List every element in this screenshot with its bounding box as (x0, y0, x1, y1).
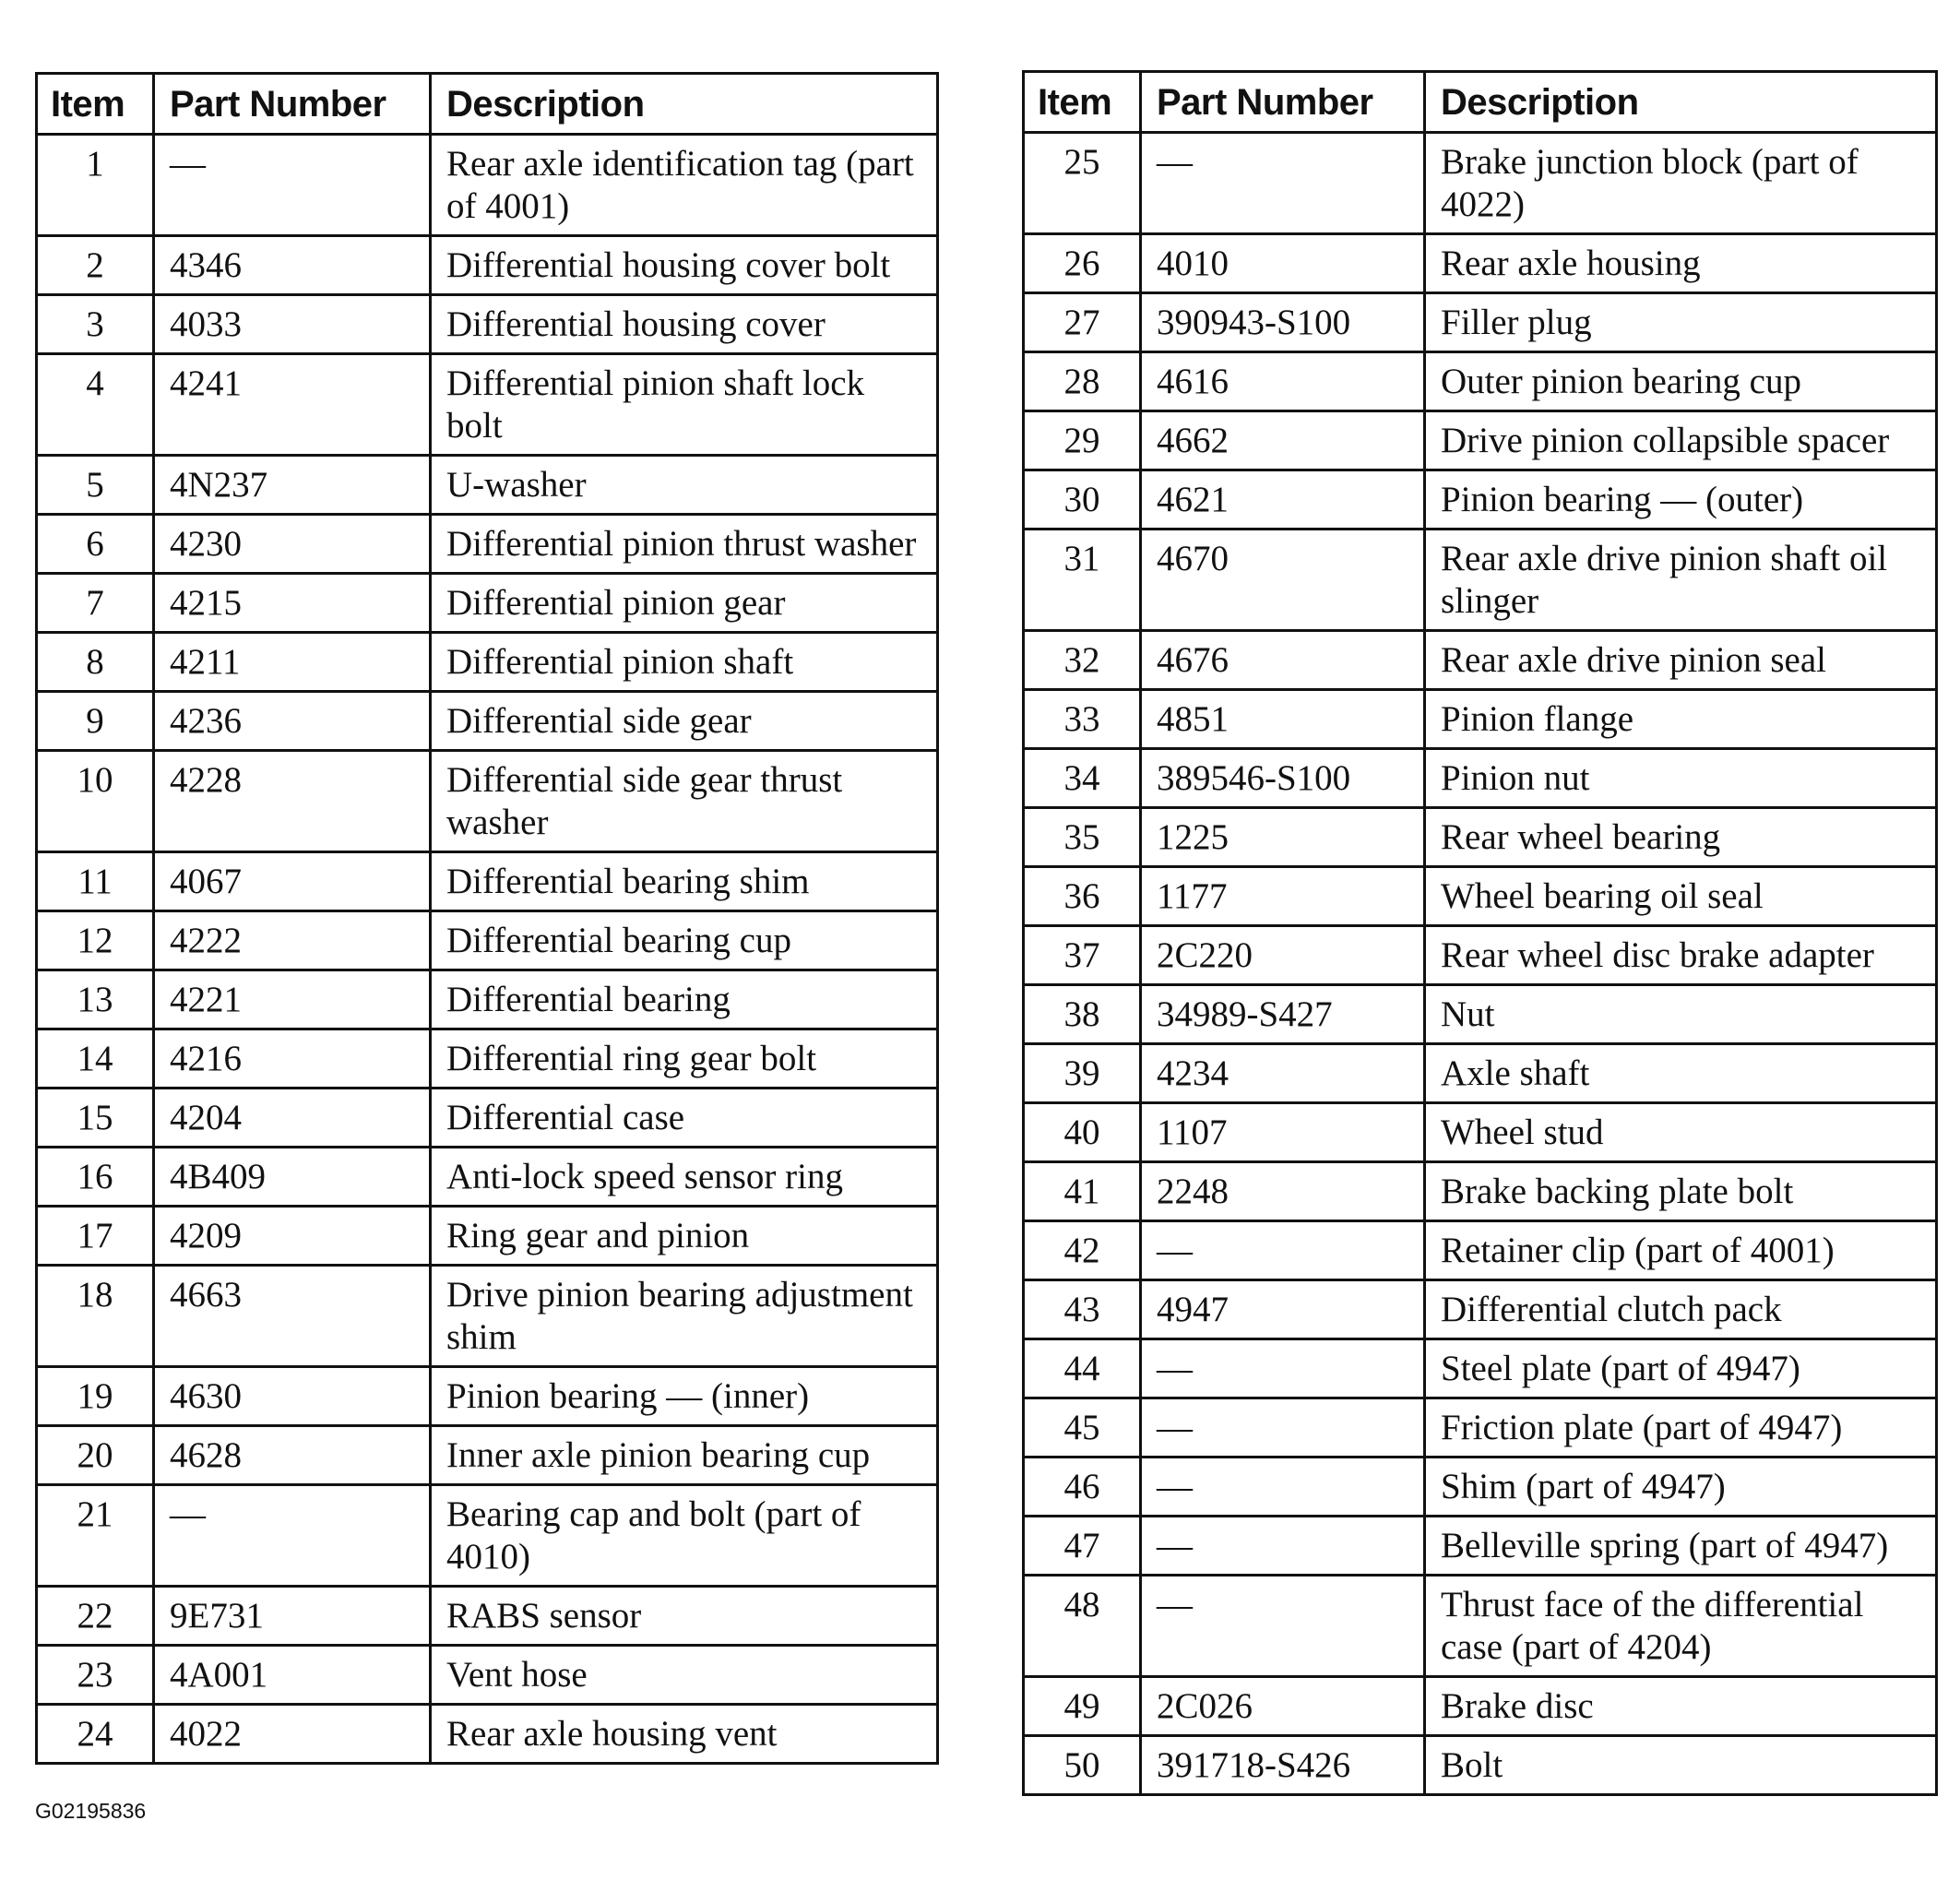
table-row (1024, 1458, 1937, 1517)
item-cell: 30 (1024, 470, 1141, 529)
table-row (37, 911, 938, 970)
part-number-cell: 4346 (154, 236, 431, 295)
table-row (37, 515, 938, 574)
figure-id: G02195836 (35, 1799, 147, 1823)
item-cell: 39 (1024, 1044, 1141, 1103)
item-cell: 2 (37, 236, 154, 295)
table-row (37, 456, 938, 515)
item-cell: 44 (1024, 1339, 1141, 1398)
description-cell: Ring gear and pinion (431, 1207, 938, 1266)
description-cell: Rear wheel bearing (1425, 808, 1937, 867)
description-cell: Differential bearing (431, 970, 938, 1029)
part-number-cell: 4N237 (154, 456, 431, 515)
item-cell: 29 (1024, 411, 1141, 470)
part-number-cell: 4A001 (154, 1646, 431, 1705)
table-row (1024, 867, 1937, 926)
table-row (1024, 529, 1937, 631)
table-row (1024, 133, 1937, 234)
part-number-cell: 391718-S426 (1141, 1736, 1425, 1795)
item-cell: 48 (1024, 1576, 1141, 1677)
parts-table-right (1022, 70, 1938, 1796)
table-header-row (37, 74, 938, 135)
item-cell: 28 (1024, 352, 1141, 411)
part-number-cell: 1177 (1141, 867, 1425, 926)
item-cell: 12 (37, 911, 154, 970)
item-cell: 36 (1024, 867, 1141, 926)
column-header-part-number: Part Number (1141, 72, 1425, 133)
item-cell: 1 (37, 135, 154, 236)
parts-table-left (35, 72, 939, 1765)
description-cell: Drive pinion bearing adjustment shim (431, 1266, 938, 1367)
table-row (1024, 1736, 1937, 1795)
part-number-cell: 4216 (154, 1029, 431, 1089)
item-cell: 25 (1024, 133, 1141, 234)
description-cell: Wheel stud (1425, 1103, 1937, 1162)
table-row (37, 574, 938, 633)
description-cell: Differential housing cover bolt (431, 236, 938, 295)
item-cell: 50 (1024, 1736, 1141, 1795)
table-row (1024, 749, 1937, 808)
item-cell: 14 (37, 1029, 154, 1089)
table-row (1024, 690, 1937, 749)
table-row (37, 692, 938, 751)
part-number-cell: 4621 (1141, 470, 1425, 529)
part-number-cell: 2C220 (1141, 926, 1425, 985)
table-row (1024, 352, 1937, 411)
description-cell: Thrust face of the differential case (part of 4204) (1425, 1576, 1937, 1677)
description-cell: Rear axle identification tag (part of 4001) (431, 135, 938, 236)
part-number-cell: 4209 (154, 1207, 431, 1266)
part-number-cell: — (1141, 1339, 1425, 1398)
item-cell: 4 (37, 354, 154, 456)
description-cell: Rear axle drive pinion seal (1425, 631, 1937, 690)
description-cell: Differential ring gear bolt (431, 1029, 938, 1089)
item-cell: 23 (37, 1646, 154, 1705)
item-cell: 34 (1024, 749, 1141, 808)
description-cell: Differential housing cover (431, 295, 938, 354)
item-cell: 15 (37, 1089, 154, 1148)
table-row (1024, 234, 1937, 293)
description-cell: Retainer clip (part of 4001) (1425, 1221, 1937, 1280)
table-row (37, 1367, 938, 1426)
description-cell: Differential side gear thrust washer (431, 751, 938, 852)
part-number-cell: 4215 (154, 574, 431, 633)
table-row (1024, 808, 1937, 867)
description-cell: RABS sensor (431, 1587, 938, 1646)
table-row (37, 1485, 938, 1587)
description-cell: Rear axle housing vent (431, 1705, 938, 1764)
description-cell: Rear wheel disc brake adapter (1425, 926, 1937, 985)
item-cell: 31 (1024, 529, 1141, 631)
item-cell: 42 (1024, 1221, 1141, 1280)
part-number-cell: 4B409 (154, 1148, 431, 1207)
item-cell: 16 (37, 1148, 154, 1207)
item-cell: 19 (37, 1367, 154, 1426)
column-header-part-number: Part Number (154, 74, 431, 135)
item-cell: 17 (37, 1207, 154, 1266)
item-cell: 33 (1024, 690, 1141, 749)
description-cell: Belleville spring (part of 4947) (1425, 1517, 1937, 1576)
table-row (1024, 1103, 1937, 1162)
table-row (37, 1148, 938, 1207)
description-cell: Shim (part of 4947) (1425, 1458, 1937, 1517)
description-cell: Brake junction block (part of 4022) (1425, 133, 1937, 234)
part-number-cell: 389546-S100 (1141, 749, 1425, 808)
part-number-cell: 4630 (154, 1367, 431, 1426)
item-cell: 21 (37, 1485, 154, 1587)
item-cell: 6 (37, 515, 154, 574)
table-row (1024, 1044, 1937, 1103)
part-number-cell: 4676 (1141, 631, 1425, 690)
description-cell: Brake disc (1425, 1677, 1937, 1736)
item-cell: 7 (37, 574, 154, 633)
description-cell: Drive pinion collapsible spacer (1425, 411, 1937, 470)
item-cell: 18 (37, 1266, 154, 1367)
description-cell: Pinion nut (1425, 749, 1937, 808)
item-cell: 35 (1024, 808, 1141, 867)
table-row (37, 1089, 938, 1148)
description-cell: Anti-lock speed sensor ring (431, 1148, 938, 1207)
description-cell: Differential pinion shaft lock bolt (431, 354, 938, 456)
item-cell: 27 (1024, 293, 1141, 352)
table-row (37, 1646, 938, 1705)
part-number-cell: 4241 (154, 354, 431, 456)
table-row (1024, 985, 1937, 1044)
part-number-cell: 4230 (154, 515, 431, 574)
description-cell: Differential side gear (431, 692, 938, 751)
description-cell: Vent hose (431, 1646, 938, 1705)
item-cell: 41 (1024, 1162, 1141, 1221)
part-number-cell: 1225 (1141, 808, 1425, 867)
description-cell: Differential clutch pack (1425, 1280, 1937, 1339)
table-row (1024, 411, 1937, 470)
table-row (1024, 293, 1937, 352)
table-row (37, 135, 938, 236)
part-number-cell: 4010 (1141, 234, 1425, 293)
description-cell: Steel plate (part of 4947) (1425, 1339, 1937, 1398)
item-cell: 46 (1024, 1458, 1141, 1517)
part-number-cell: 4033 (154, 295, 431, 354)
description-cell: Brake backing plate bolt (1425, 1162, 1937, 1221)
part-number-cell: 4663 (154, 1266, 431, 1367)
description-cell: Axle shaft (1425, 1044, 1937, 1103)
part-number-cell: 4022 (154, 1705, 431, 1764)
description-cell: Nut (1425, 985, 1937, 1044)
item-cell: 10 (37, 751, 154, 852)
part-number-cell: 4947 (1141, 1280, 1425, 1339)
part-number-cell: 4211 (154, 633, 431, 692)
item-cell: 49 (1024, 1677, 1141, 1736)
table-row (37, 633, 938, 692)
table-row (37, 852, 938, 911)
item-cell: 22 (37, 1587, 154, 1646)
item-cell: 9 (37, 692, 154, 751)
table-row (1024, 1162, 1937, 1221)
table-row (37, 751, 938, 852)
part-number-cell: — (1141, 1576, 1425, 1677)
item-cell: 43 (1024, 1280, 1141, 1339)
column-header-item: Item (37, 74, 154, 135)
part-number-cell: 4628 (154, 1426, 431, 1485)
part-number-cell: 4851 (1141, 690, 1425, 749)
table-row (1024, 631, 1937, 690)
item-cell: 13 (37, 970, 154, 1029)
description-cell: Differential case (431, 1089, 938, 1148)
table-row (37, 1426, 938, 1485)
description-cell: Bearing cap and bolt (part of 4010) (431, 1485, 938, 1587)
description-cell: Rear axle drive pinion shaft oil slinger (1425, 529, 1937, 631)
description-cell: Inner axle pinion bearing cup (431, 1426, 938, 1485)
part-number-cell: 2C026 (1141, 1677, 1425, 1736)
description-cell: U-washer (431, 456, 938, 515)
table-row (37, 236, 938, 295)
table-row (1024, 1280, 1937, 1339)
item-cell: 11 (37, 852, 154, 911)
description-cell: Wheel bearing oil seal (1425, 867, 1937, 926)
description-cell: Friction plate (part of 4947) (1425, 1398, 1937, 1458)
description-cell: Bolt (1425, 1736, 1937, 1795)
part-number-cell: 4236 (154, 692, 431, 751)
part-number-cell: — (1141, 1221, 1425, 1280)
part-number-cell: 4221 (154, 970, 431, 1029)
part-number-cell: — (1141, 1517, 1425, 1576)
description-cell: Differential pinion thrust washer (431, 515, 938, 574)
item-cell: 8 (37, 633, 154, 692)
part-number-cell: 34989-S427 (1141, 985, 1425, 1044)
part-number-cell: — (1141, 133, 1425, 234)
column-header-description: Description (1425, 72, 1937, 133)
item-cell: 45 (1024, 1398, 1141, 1458)
part-number-cell: 9E731 (154, 1587, 431, 1646)
part-number-cell: 4234 (1141, 1044, 1425, 1103)
column-header-description: Description (431, 74, 938, 135)
description-cell: Rear axle housing (1425, 234, 1937, 293)
part-number-cell: 4204 (154, 1089, 431, 1148)
table-row (37, 1029, 938, 1089)
part-number-cell: — (1141, 1458, 1425, 1517)
item-cell: 47 (1024, 1517, 1141, 1576)
item-cell: 32 (1024, 631, 1141, 690)
item-cell: 40 (1024, 1103, 1141, 1162)
table-row (37, 970, 938, 1029)
part-number-cell: — (1141, 1398, 1425, 1458)
part-number-cell: 1107 (1141, 1103, 1425, 1162)
part-number-cell: 4228 (154, 751, 431, 852)
item-cell: 24 (37, 1705, 154, 1764)
column-header-item: Item (1024, 72, 1141, 133)
table-row (37, 354, 938, 456)
parts-table-left-body (37, 135, 938, 1764)
part-number-cell: 4222 (154, 911, 431, 970)
item-cell: 3 (37, 295, 154, 354)
table-row (37, 295, 938, 354)
table-row (1024, 1339, 1937, 1398)
description-cell: Differential pinion gear (431, 574, 938, 633)
table-row (1024, 1517, 1937, 1576)
part-number-cell: — (154, 1485, 431, 1587)
table-row (1024, 1576, 1937, 1677)
part-number-cell: 390943-S100 (1141, 293, 1425, 352)
table-row (37, 1266, 938, 1367)
table-row (1024, 1677, 1937, 1736)
parts-table-right-body (1024, 133, 1937, 1795)
table-row (1024, 1221, 1937, 1280)
description-cell: Pinion bearing — (inner) (431, 1367, 938, 1426)
item-cell: 37 (1024, 926, 1141, 985)
description-cell: Outer pinion bearing cup (1425, 352, 1937, 411)
table-row (1024, 926, 1937, 985)
part-number-cell: 4616 (1141, 352, 1425, 411)
part-number-cell: 4670 (1141, 529, 1425, 631)
table-row (1024, 470, 1937, 529)
item-cell: 38 (1024, 985, 1141, 1044)
description-cell: Pinion bearing — (outer) (1425, 470, 1937, 529)
item-cell: 20 (37, 1426, 154, 1485)
item-cell: 26 (1024, 234, 1141, 293)
table-row (37, 1587, 938, 1646)
table-row (37, 1705, 938, 1764)
table-row (37, 1207, 938, 1266)
description-cell: Differential pinion shaft (431, 633, 938, 692)
part-number-cell: 4067 (154, 852, 431, 911)
table-header-row (1024, 72, 1937, 133)
description-cell: Pinion flange (1425, 690, 1937, 749)
description-cell: Filler plug (1425, 293, 1937, 352)
part-number-cell: — (154, 135, 431, 236)
table-row (1024, 1398, 1937, 1458)
part-number-cell: 2248 (1141, 1162, 1425, 1221)
description-cell: Differential bearing shim (431, 852, 938, 911)
item-cell: 5 (37, 456, 154, 515)
description-cell: Differential bearing cup (431, 911, 938, 970)
part-number-cell: 4662 (1141, 411, 1425, 470)
